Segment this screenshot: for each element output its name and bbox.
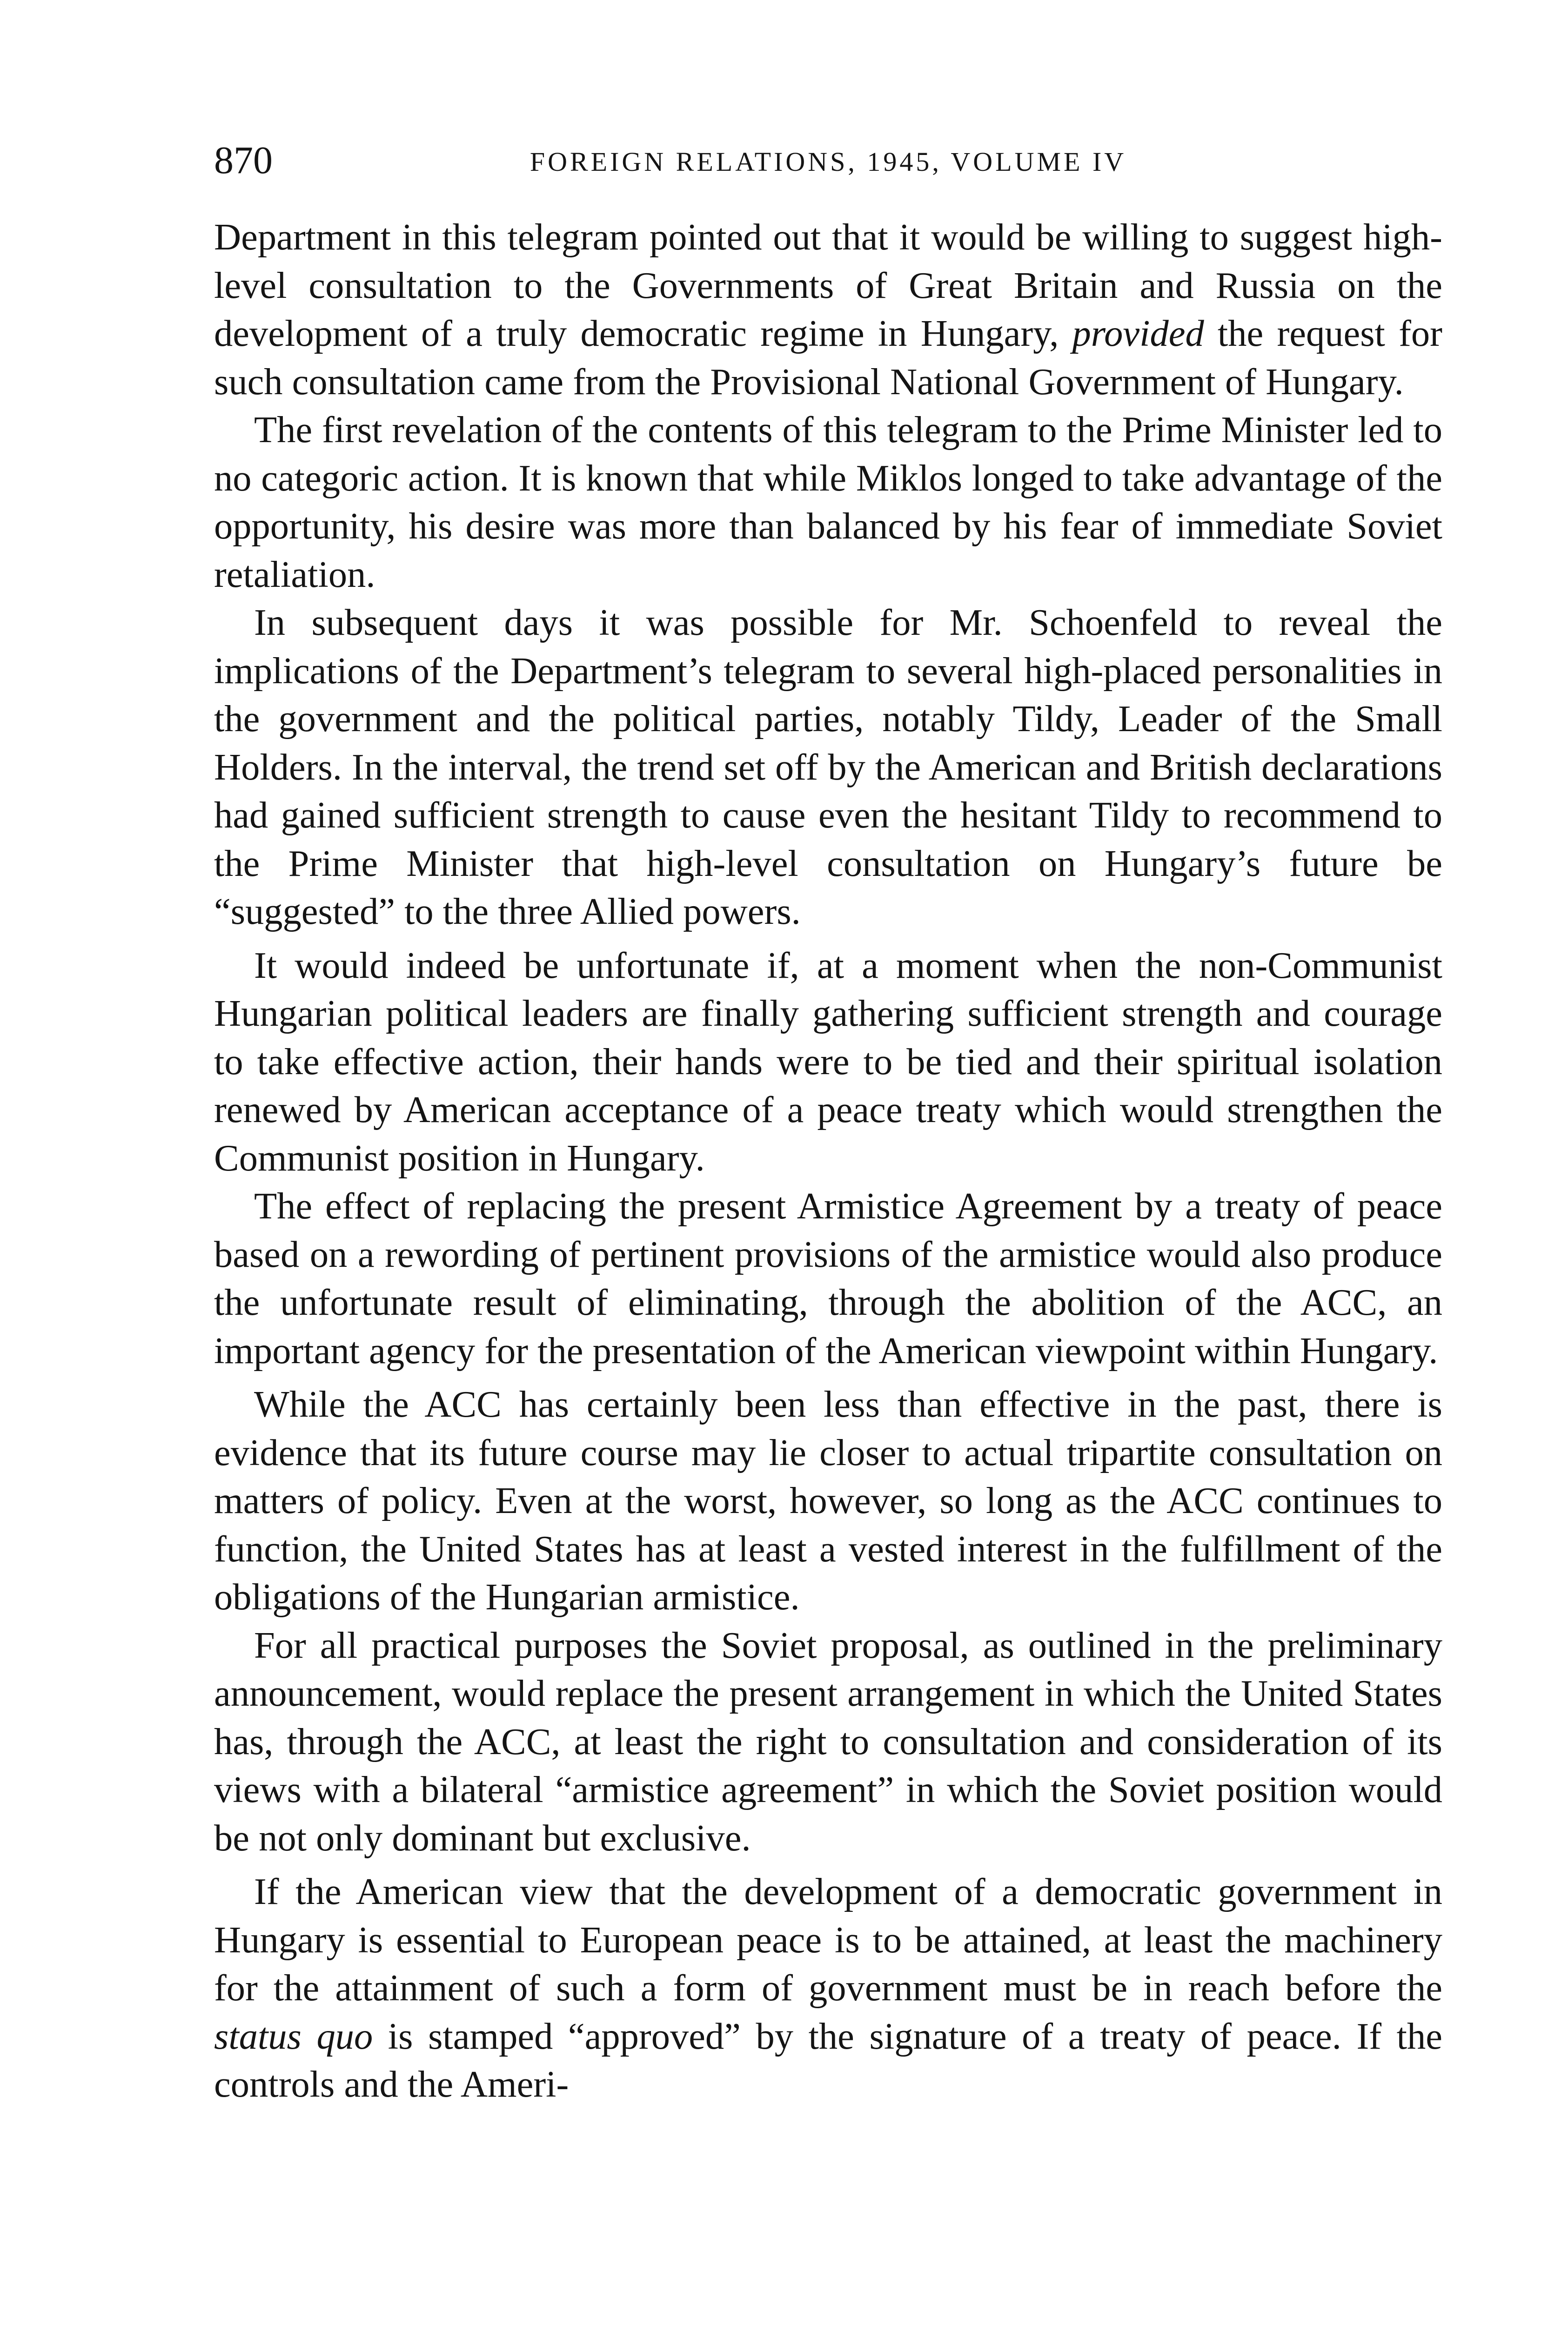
paragraph-3: In subsequent days it was possible for Mr. Schoenfeld to reveal the implications of the Department’s telegram to several high-placed personalities in the government and the political parties, notably Tildy, Leader of the Small Holders. In the interval, the trend set off by the American and British declarations had gained sufficient strength to cause even the hesitant Tildy to recommend to the Prime Minister that high-level consultation on Hungary’s future be “suggested” to the three Allied powers.	[214, 602, 1442, 932]
paragraph-6: While the ACC has certainly been less than effective in the past, there is evidence that its future course may lie closer to actual tripartite consultation on matters of policy. Even at the worst, however, so long as the ACC continues to function, the United States has at least a vested interest in the fulfillment of the obligations of the Hungarian armistice.	[214, 1384, 1442, 1618]
running-head: FOREIGN RELATIONS, 1945, VOLUME IV	[529, 147, 1127, 177]
paragraph-8-text-a: If the American view that the development of a democratic government in Hungary is essential to European peace is to be attained, at least the machinery for the attainment of such a form of government must be in reach before the	[214, 1871, 1442, 2009]
paragraph-1-italic: provided	[1072, 313, 1204, 354]
paragraph-8-text-b: is stamped “approved” by the signature of a treaty of peace. If the controls and the Ameri-	[214, 2015, 1442, 2105]
page-header	[214, 140, 1442, 182]
paragraph-5: The effect of replacing the present Armistice Agreement by a treaty of peace based on a rewording of pertinent provisions of the armistice would also produce the unfortunate result of eliminating, through the abolition of the ACC, an important agency for the presentation of the American viewpoint within Hungary.	[214, 1185, 1442, 1372]
paragraph-8	[214, 1868, 1442, 2109]
paragraph-1-text-a: Department in this telegram pointed out that it would be willing to suggest high-level consultation to the Governments of Great Britain and Russia on the development of a truly democratic regime in Hungary,	[214, 216, 1442, 354]
paragraph-2: The first revelation of the contents of this telegram to the Prime Minister led to no categoric action. It is known that while Miklos longed to take advantage of the opportunity, his desire was more than balanced by his fear of immediate Soviet retaliation.	[214, 409, 1442, 595]
paragraph-7: For all practical purposes the Soviet proposal, as outlined in the preliminary announcement, would replace the present arrangement in which the United States has, through the ACC, at least the right to consultation and consideration of its views with a bilateral “armistice agreement” in which the Soviet position would be not only dominant but exclusive.	[214, 1624, 1442, 1859]
paragraph-8-italic: status quo	[214, 2015, 373, 2057]
paragraph-1	[214, 213, 1442, 406]
paragraph-4: It would indeed be unfortunate if, at a moment when the non-Communist Hungarian political leaders are finally gathering sufficient strength and courage to take effective action, their hands were to be tied and their spiritual isolation renewed by American acceptance of a peace treaty which would strengthen the Communist position in Hungary.	[214, 944, 1442, 1179]
body-text	[214, 213, 1442, 2109]
page-number: 870	[214, 139, 273, 182]
paragraph-1-text-b: the request for such consultation came from the Provisional National Government of Hungary.	[214, 313, 1442, 403]
